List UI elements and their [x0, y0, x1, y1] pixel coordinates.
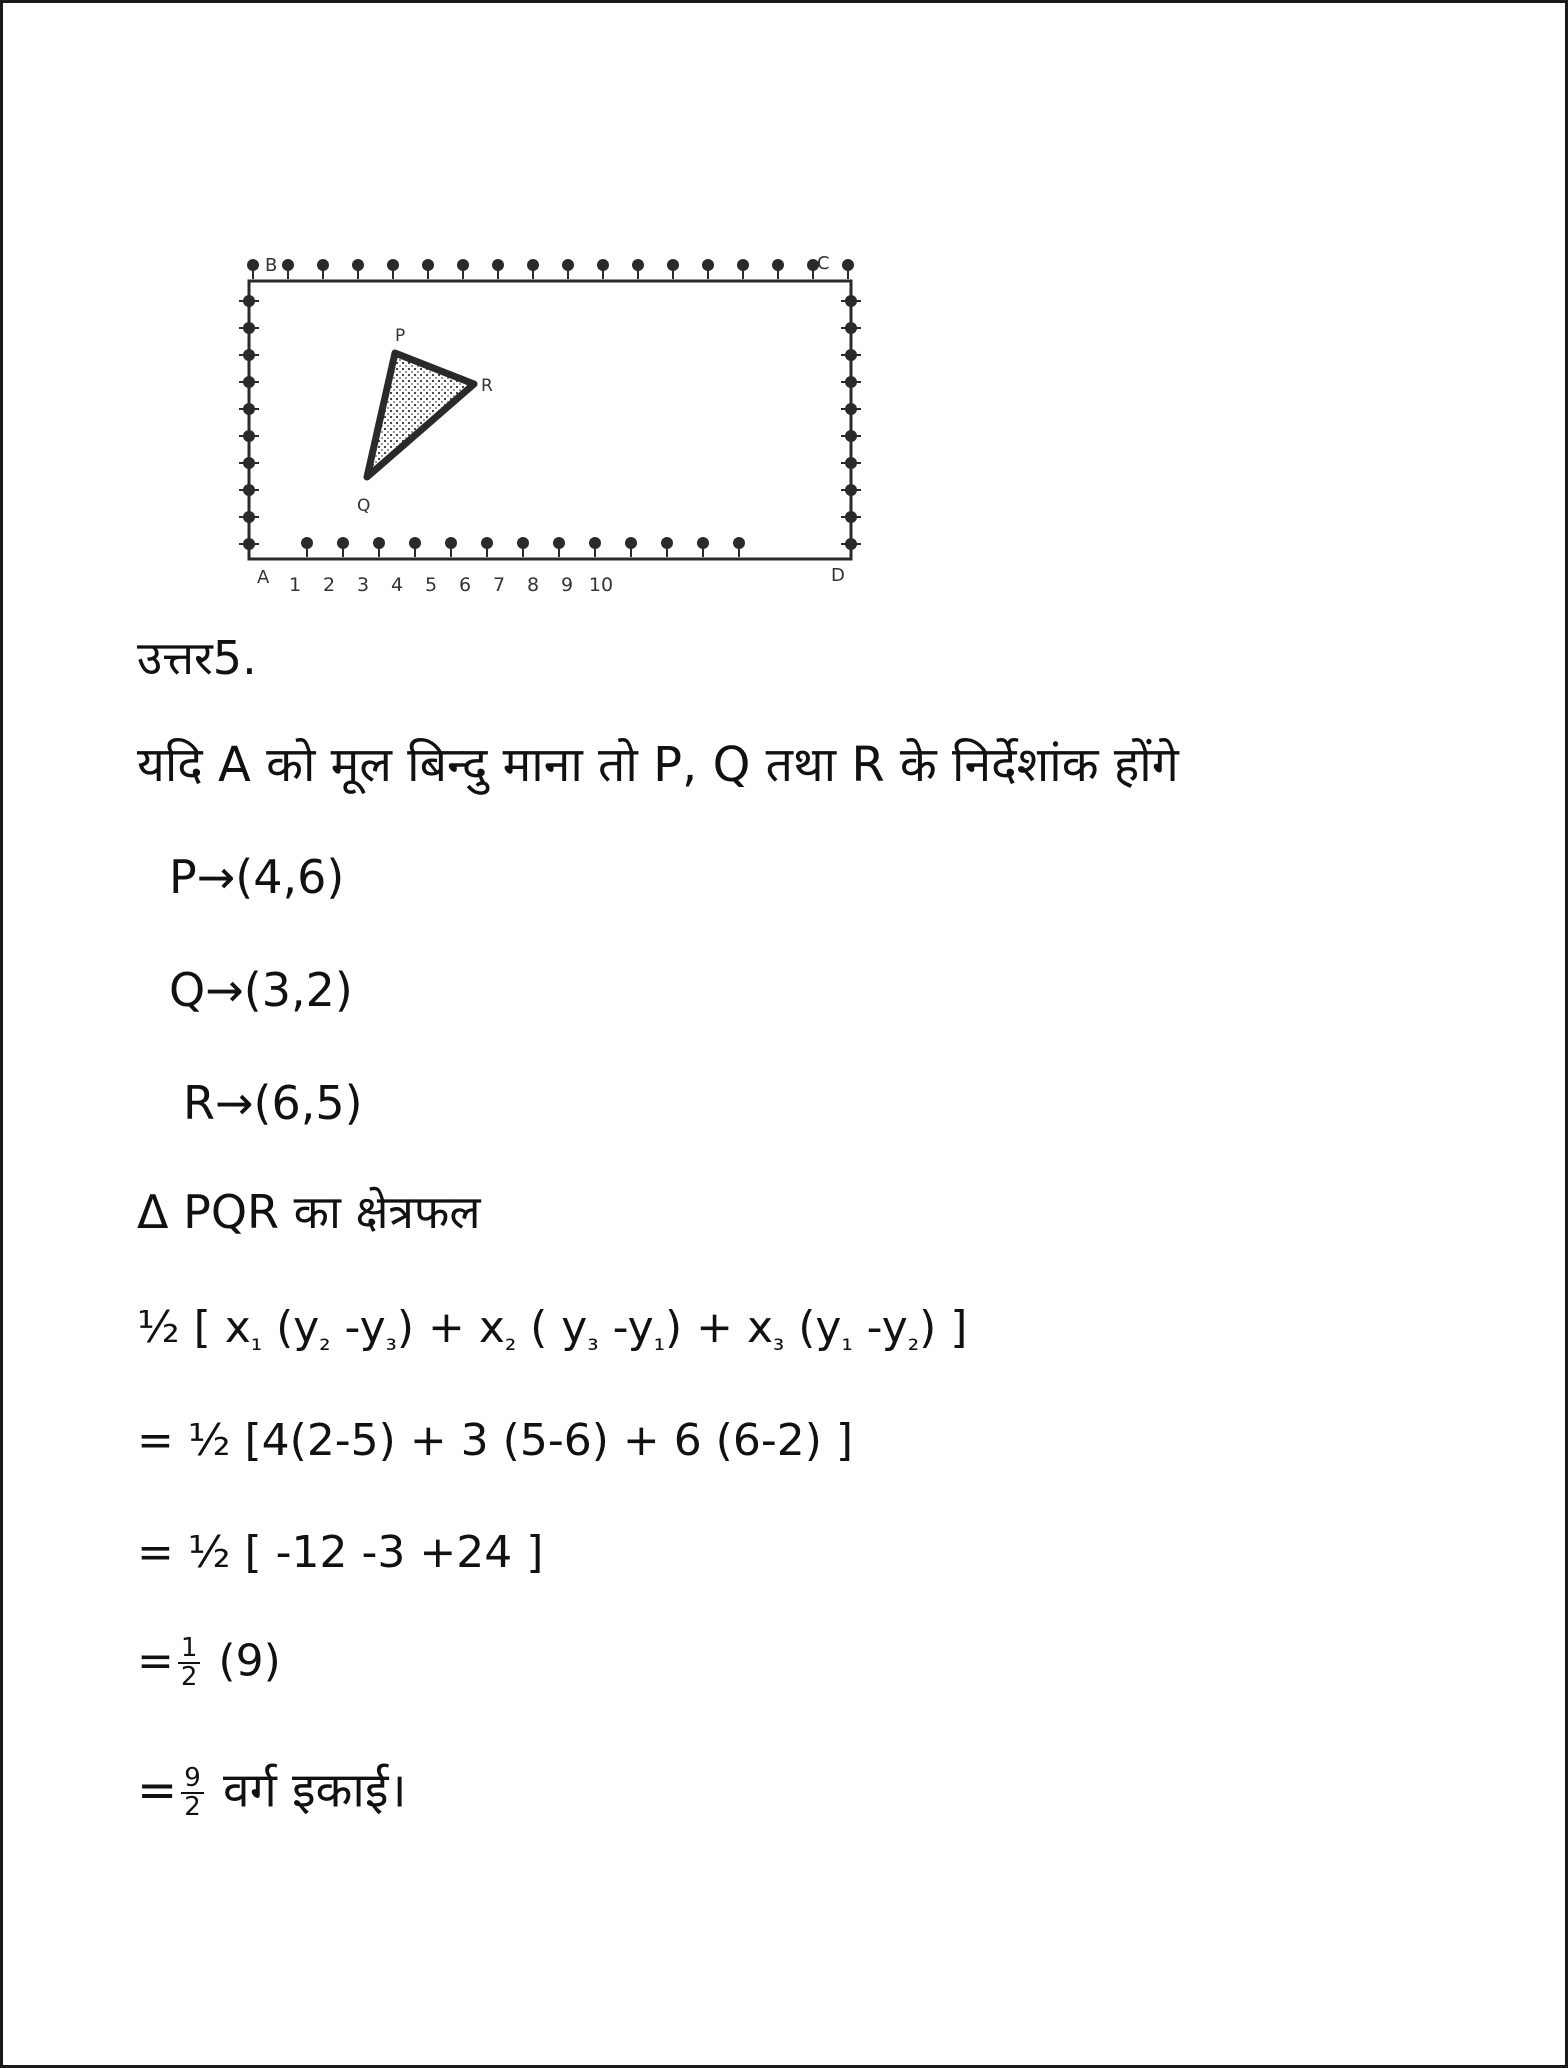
fraction-denominator: 2 — [184, 1792, 201, 1823]
plant-icon — [481, 537, 493, 557]
vertex-label-p: P — [395, 326, 406, 346]
axis-number-label: 5 — [424, 574, 438, 596]
plant-icon — [239, 457, 259, 469]
axis-number-label: 3 — [356, 574, 370, 596]
plant-icon — [239, 403, 259, 415]
formula-mid1: ) + x — [396, 1302, 505, 1353]
plant-icon — [282, 259, 294, 279]
fraction-nine-half — [181, 1765, 204, 1822]
axis-number-label: 6 — [458, 574, 472, 596]
corner-label-b: B — [265, 255, 278, 276]
plant-icon — [239, 349, 259, 361]
calc-step-3 — [137, 1635, 281, 1692]
axis-number-label: 9 — [560, 574, 574, 596]
plant-icon — [517, 537, 529, 557]
corner-label-c: C — [817, 253, 830, 274]
axis-number-label: 7 — [492, 574, 506, 596]
formula-sub1: ₁ — [250, 1324, 263, 1357]
calc-step-4 — [137, 1762, 407, 1823]
plant-icon — [387, 259, 399, 279]
plant-icon — [373, 537, 385, 557]
formula-sub2b: ₂ — [504, 1324, 517, 1357]
plant-icon — [239, 484, 259, 496]
formula-sub3c: ₃ — [773, 1324, 785, 1357]
plant-icon — [661, 537, 673, 557]
plant-icon — [632, 259, 644, 279]
formula-y2a: (y — [262, 1302, 320, 1353]
vertex-label-q: Q — [357, 496, 371, 516]
plant-icon — [239, 538, 259, 550]
formula-sub2a: ₂ — [319, 1324, 331, 1357]
formula-sub3a: ₃ — [385, 1324, 397, 1357]
plant-icon — [841, 484, 861, 496]
plant-icon — [702, 259, 714, 279]
formula-mid2: ) + x — [664, 1302, 774, 1353]
plant-icon — [562, 259, 574, 279]
formula-x1: x — [224, 1302, 251, 1353]
corner-label-d: D — [831, 565, 845, 586]
plant-icon — [239, 430, 259, 442]
formula-end: ) ] — [919, 1302, 968, 1353]
corner-label-a: A — [257, 567, 270, 588]
plant-icon — [457, 259, 469, 279]
triangle-pqr — [367, 353, 474, 477]
plant-icon — [841, 376, 861, 388]
formula-y1b: (y — [784, 1302, 842, 1353]
plant-icon — [239, 376, 259, 388]
plant-icon — [337, 537, 349, 557]
garden-diagram — [227, 241, 887, 605]
formula-y1a: -y — [598, 1302, 654, 1353]
axis-number-label: 4 — [390, 574, 404, 596]
plant-icon — [841, 538, 861, 550]
step3-value: (9) — [204, 1635, 281, 1687]
plant-icon — [247, 259, 259, 279]
plant-icon — [841, 403, 861, 415]
formula-sub3b: ₃ — [587, 1324, 599, 1357]
plant-icon — [733, 537, 745, 557]
vertex-label-r: R — [481, 376, 493, 396]
plant-icon — [625, 537, 637, 557]
answer-label: उत्तर5. — [137, 631, 257, 685]
bottom-row-plants — [301, 537, 745, 557]
plant-icon — [841, 457, 861, 469]
top-row-plants — [247, 259, 854, 279]
plant-icon — [589, 537, 601, 557]
formula-y2b: -y — [852, 1302, 908, 1353]
plant-icon — [239, 511, 259, 523]
formula-sub1a: ₁ — [653, 1324, 665, 1357]
plant-icon — [301, 537, 313, 557]
garden-figure — [227, 241, 887, 605]
coord-r: R→(6,5) — [183, 1076, 363, 1130]
axis-number-label: 10 — [588, 574, 614, 596]
formula-y3a: -y — [330, 1302, 386, 1353]
plant-icon — [527, 259, 539, 279]
calc-step-2: = ½ [ -12 -3 +24 ] — [137, 1527, 544, 1578]
plant-icon — [445, 537, 457, 557]
field-rectangle — [249, 281, 851, 559]
axis-number-label: 8 — [526, 574, 540, 596]
fraction-numerator: 9 — [181, 1765, 204, 1794]
plant-icon — [697, 537, 709, 557]
axis-number-label: 1 — [288, 574, 302, 596]
plant-icon — [841, 322, 861, 334]
step3-equals: = — [137, 1635, 174, 1687]
fraction-denominator: 2 — [180, 1662, 198, 1693]
intro-text: यदि A को मूल बिन्दु माना तो P, Q तथा R के निर्देशांक होंगे — [137, 737, 1179, 793]
formula-half: ½ [ — [137, 1302, 225, 1353]
plant-icon — [553, 537, 565, 557]
plant-icon — [352, 259, 364, 279]
step4-equals: = — [137, 1762, 178, 1819]
plant-icon — [737, 259, 749, 279]
coord-q: Q→(3,2) — [169, 963, 353, 1017]
plant-icon — [597, 259, 609, 279]
plant-icon — [772, 259, 784, 279]
plant-icon — [492, 259, 504, 279]
plant-icon — [239, 322, 259, 334]
coord-p: P→(4,6) — [169, 850, 345, 904]
plant-icon — [842, 259, 854, 279]
plant-icon — [667, 259, 679, 279]
axis-number-label: 2 — [322, 574, 336, 596]
fraction-one-half — [178, 1635, 201, 1692]
formula-y3b: ( y — [516, 1302, 588, 1353]
plant-icon — [841, 511, 861, 523]
area-heading: Δ PQR का क्षेत्रफल — [137, 1185, 481, 1239]
axis-number-labels — [289, 574, 613, 596]
plant-icon — [422, 259, 434, 279]
plant-icon — [239, 295, 259, 307]
plant-icon — [841, 349, 861, 361]
formula-sub1b: ₁ — [841, 1324, 853, 1357]
fraction-numerator: 1 — [178, 1635, 201, 1664]
formula-sub2c: ₂ — [907, 1324, 920, 1357]
plant-icon — [409, 537, 421, 557]
plant-icon — [317, 259, 329, 279]
step4-result: वर्ग इकाई। — [207, 1762, 407, 1819]
calc-step-1: = ½ [4(2-5) + 3 (5-6) + 6 (6-2) ] — [137, 1415, 854, 1466]
area-formula — [137, 1302, 968, 1357]
plant-icon — [841, 430, 861, 442]
plant-icon — [841, 295, 861, 307]
